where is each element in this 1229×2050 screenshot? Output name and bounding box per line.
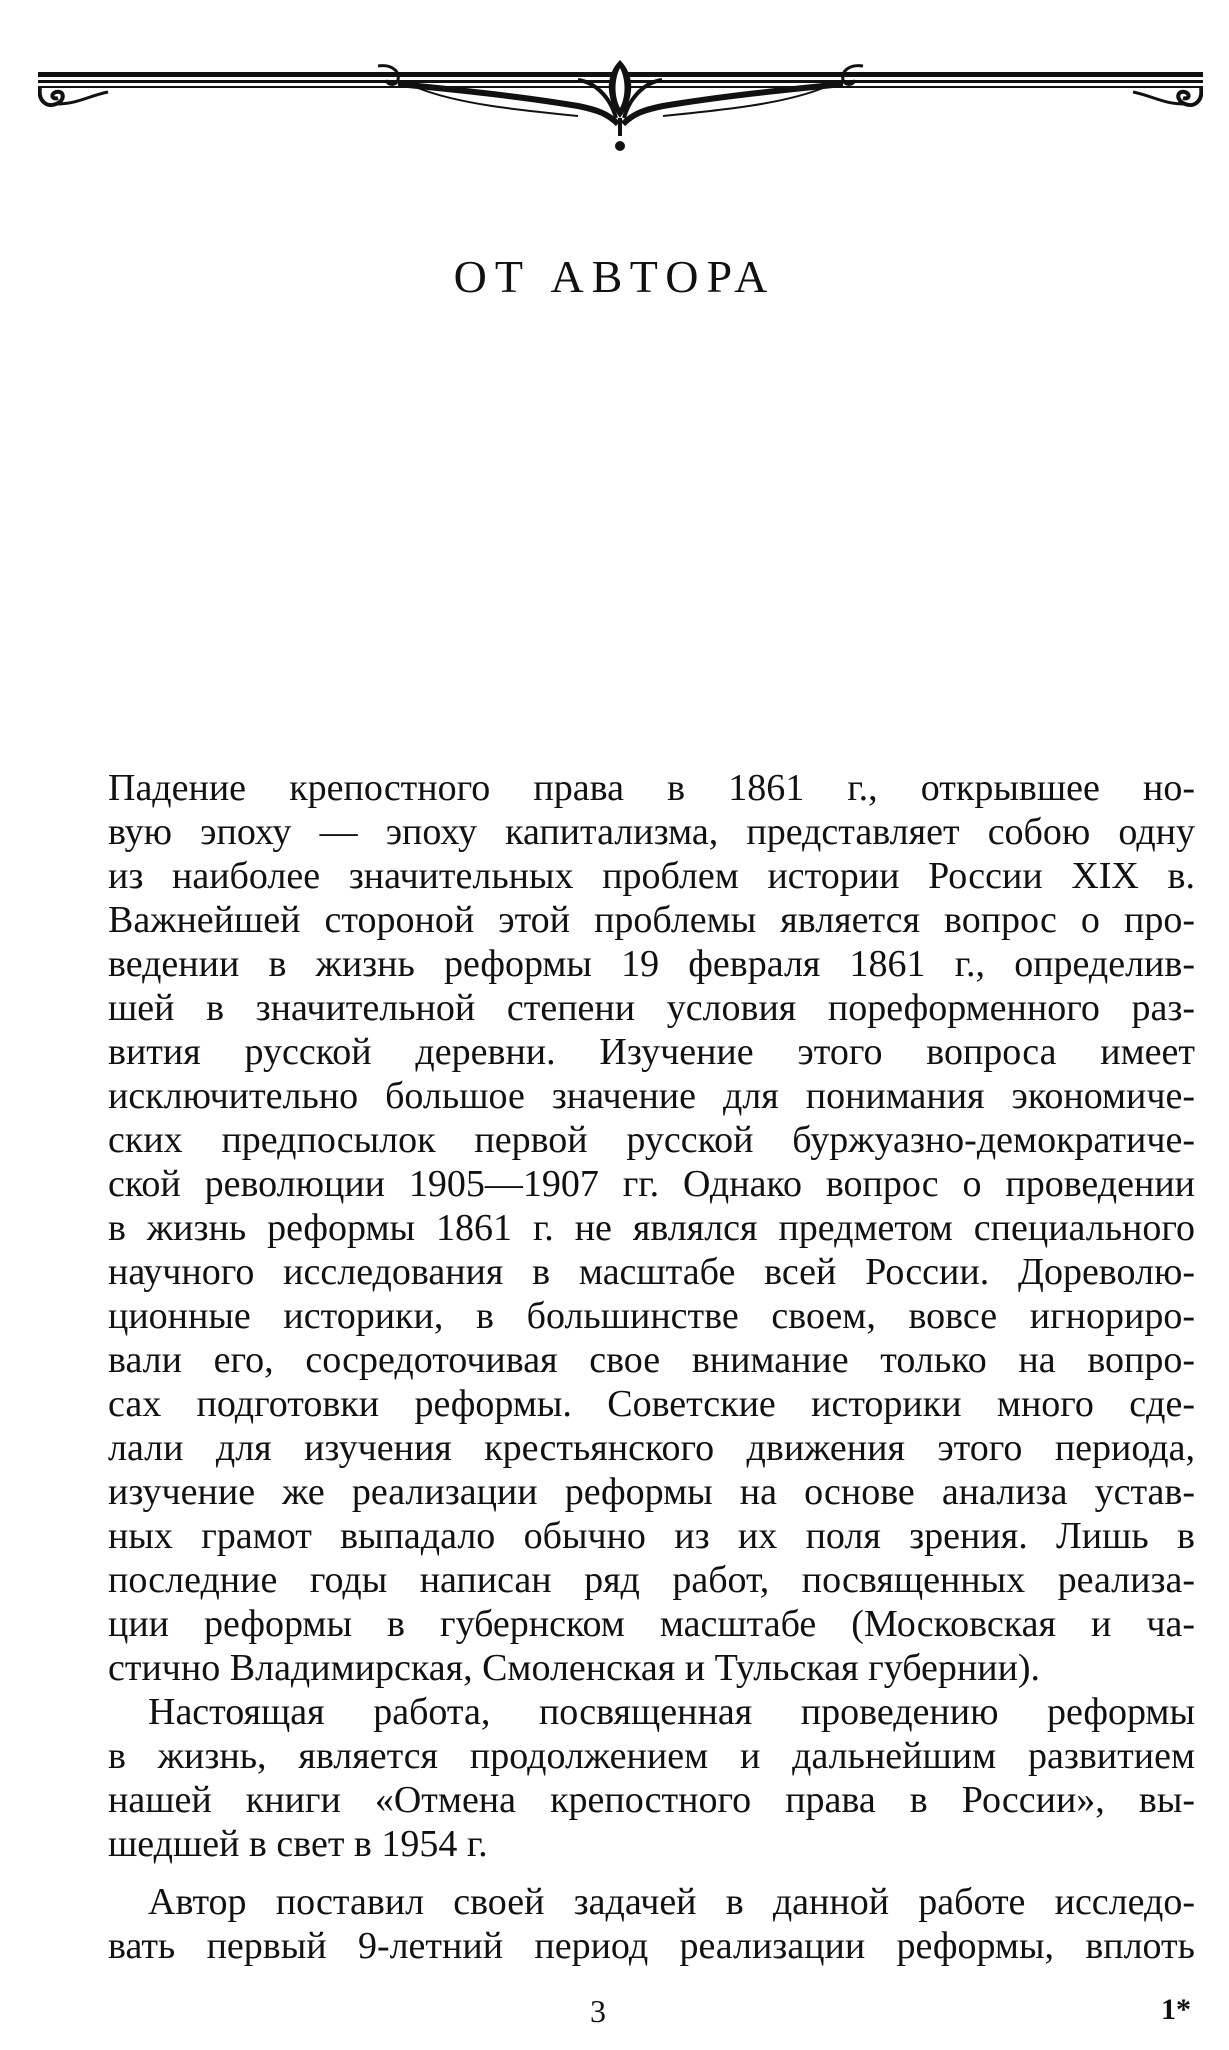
text-line: ционные историки, в большинстве своем, вовсе игнориро- [108, 1295, 1195, 1337]
text-line: ской революции 1905—1907 гг. Однако вопрос о проведении [108, 1163, 1195, 1205]
text-line: сах подготовки реформы. Советские историки много сде- [108, 1383, 1195, 1425]
text-line: Падение крепостного права в 1861 г., открывшее но- [108, 767, 1195, 809]
text-line: из наиболее значительных проблем истории России XIX в. [108, 855, 1195, 897]
text-line: Настоящая работа, посвященная проведению реформы [148, 1691, 1195, 1733]
text-line: Автор поставил своей задачей в данной работе исследо- [148, 1881, 1195, 1923]
text-line: ведении в жизнь реформы 19 февраля 1861 г., определив- [108, 943, 1195, 985]
text-line: вали его, сосредоточивая свое внимание только на вопро- [108, 1339, 1195, 1381]
page-number: 3 [590, 1993, 606, 2029]
text-line: шедшей в свет в 1954 г. [108, 1823, 488, 1865]
paragraph-2 [108, 1690, 1195, 1866]
text-line: лали для изучения крестьянского движения этого периода, [108, 1427, 1195, 1469]
signature-mark: 1* [1161, 1993, 1191, 2026]
text-line: последние годы написан ряд работ, посвященных реализа- [108, 1559, 1195, 1601]
paragraph-spacer [108, 1866, 1195, 1880]
text-line: Важнейшей стороной этой проблемы является вопрос о про- [108, 899, 1195, 941]
ornamental-header-divider [38, 60, 1203, 160]
text-line: научного исследования в масштабе всей России. Дореволю- [108, 1251, 1195, 1293]
text-line: ных грамот выпадало обычно из их поля зрения. Лишь в [108, 1515, 1195, 1557]
paragraph-1 [108, 766, 1195, 1690]
text-line: в жизнь, является продолжением и дальнейшим развитием [108, 1735, 1195, 1777]
text-line: вития русской деревни. Изучение этого вопроса имеет [108, 1031, 1195, 1073]
text-line: стично Владимирская, Смоленская и Тульская губернии). [108, 1647, 1041, 1689]
text-line: исключительно большое значение для понимания экономиче- [108, 1075, 1195, 1117]
text-line: изучение же реализации реформы на основе анализа устав- [108, 1471, 1195, 1513]
text-line: ских предпосылок первой русской буржуазно-демократиче- [108, 1119, 1195, 1161]
text-line: ции реформы в губернском масштабе (Московская и ча- [108, 1603, 1195, 1645]
text-line: нашей книги «Отмена крепостного права в России», вы- [108, 1779, 1195, 1821]
text-line: вать первый 9-летний период реализации реформы, вплоть [108, 1925, 1195, 1967]
text-line: вую эпоху — эпоху капитализма, представляет собою одну [108, 811, 1195, 853]
page-heading: ОТ АВТОРА [453, 251, 776, 302]
text-line: шей в значительной степени условия пореформенного раз- [108, 987, 1195, 1029]
paragraph-3 [108, 1880, 1195, 1968]
text-line: в жизнь реформы 1861 г. не являлся предметом специального [108, 1207, 1195, 1249]
body-text [108, 766, 1195, 1968]
